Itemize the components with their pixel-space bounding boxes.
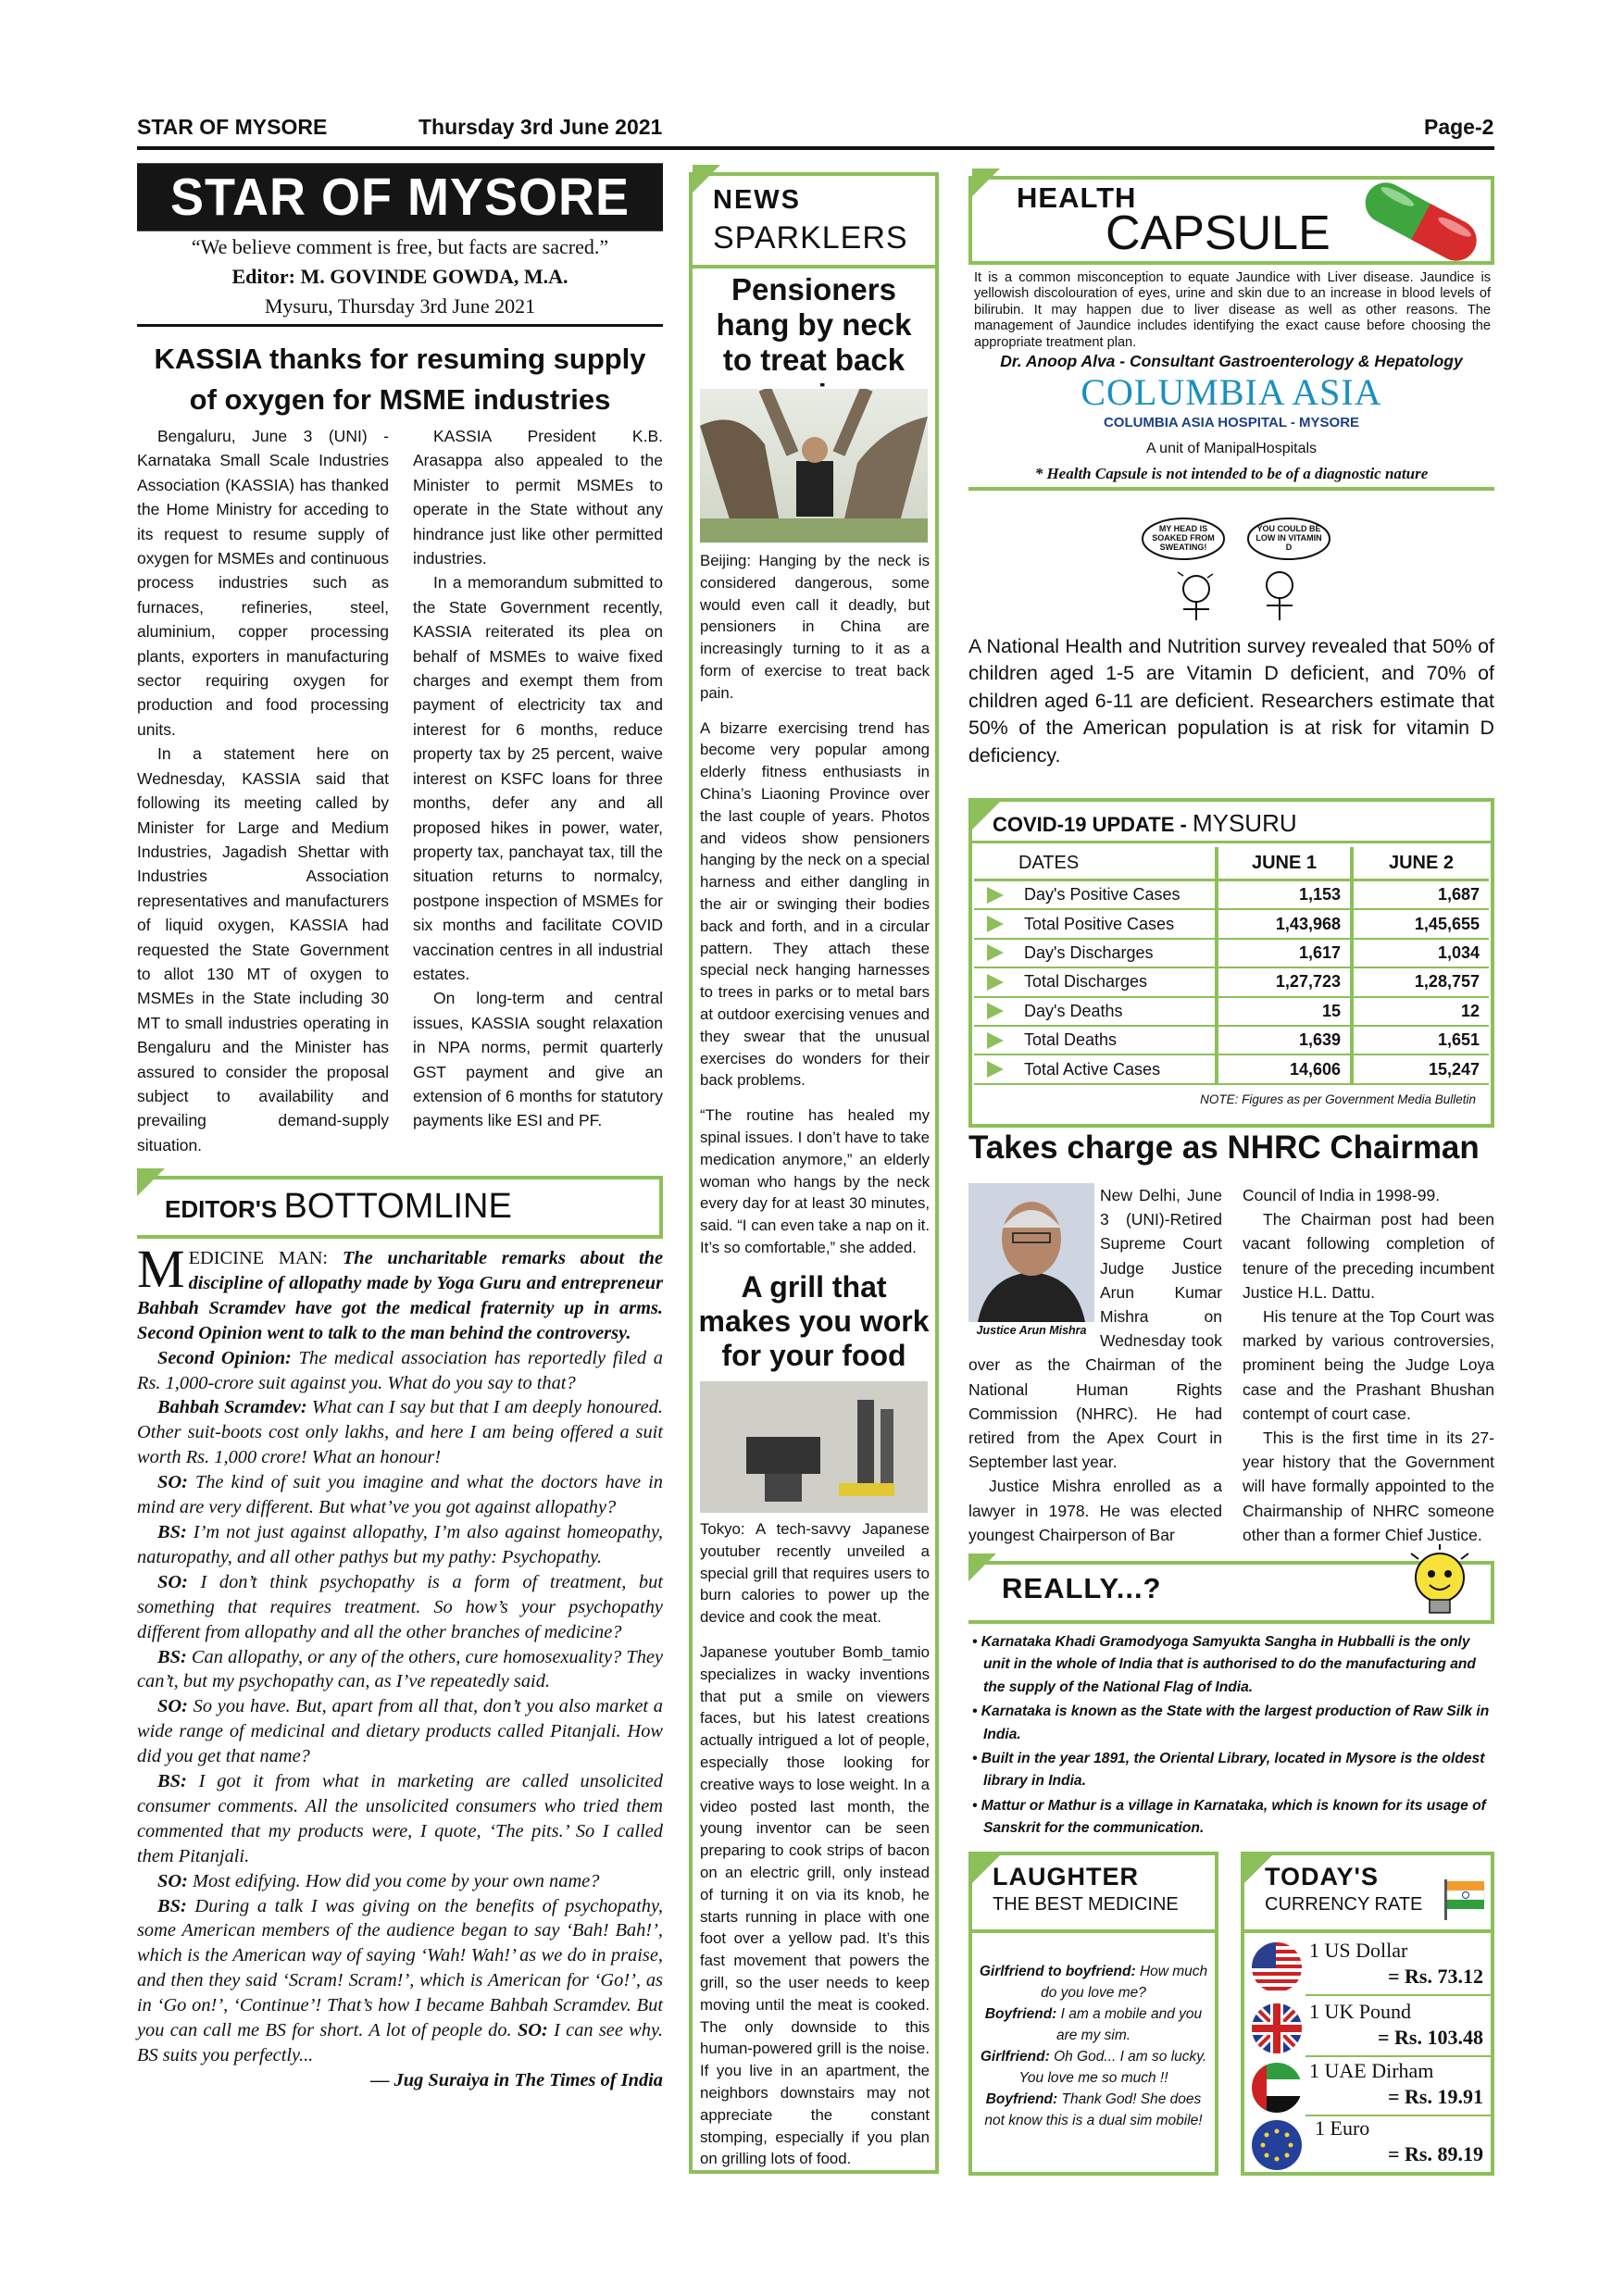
dialogue: I don’t think psychopathy is a form of treatment, but something that requires treatment. So how’s your psychopathy different from allopathy and all the other branches of medicine? — [137, 1571, 663, 1642]
covid-row-label-cell — [974, 914, 1215, 934]
vitamin-cartoon — [1141, 517, 1331, 624]
covid-row-label-cell — [974, 942, 1215, 963]
laughter-label-bold: LAUGHTER — [993, 1863, 1139, 1890]
covid-row-june1: 1,43,968 — [1275, 914, 1341, 933]
covid-row-june2: 1,28,757 — [1414, 972, 1480, 992]
pensioner-photo-illustration — [700, 389, 928, 543]
currency-name: 1 US Dollar — [1309, 1939, 1408, 1962]
covid-note: NOTE: Figures as per Government Media Bulletin — [1200, 1092, 1476, 1106]
covid-header-dates: DATES — [1018, 853, 1080, 873]
header-paper-name: STAR OF MYSORE — [137, 115, 328, 139]
speaker: SO: — [157, 1472, 188, 1493]
health-text: It is a common misconception to equate Jaundice with Liver disease. Jaundice is yellowish discolouration of eyes, urine and skin due to an increase in blood levels of bilirubin. It may happen due to liver disease as well as other reasons. The management of Jaundice includes identifying the exact cause before choosing the appropriate treatment plan. — [974, 270, 1491, 350]
dialogue: Can allopathy, or any of the others, cure homosexuality? They can’t, but my psychopathy can, as I’ve repeatedly said. — [137, 1646, 663, 1692]
really-item-text: Built in the year 1891, the Oriental Library, located in Mysore is the oldest library in India. — [981, 1751, 1485, 1790]
hospital-unit: A unit of ManipalHospitals — [1145, 441, 1318, 456]
laughter-bottom — [968, 2172, 1218, 2176]
news-headline-1: Pensioners hang by neck to treat back — [716, 272, 912, 377]
covid-row-label-cell — [974, 972, 1215, 992]
speaker: Bahbah Scramdev: — [157, 1397, 307, 1418]
really-list — [968, 1631, 1494, 1841]
health-label-bold: HEALTH — [1017, 181, 1137, 214]
covid-row-label-cell — [974, 1059, 1215, 1079]
covid-row — [974, 1027, 1489, 1055]
arrow-right-icon — [974, 972, 1011, 992]
speaker: BS: — [157, 1521, 187, 1542]
covid-row — [974, 910, 1489, 939]
dialogue: During a talk I was giving on the benefits of psychopathy, some American members of the audience began to say ‘Bah! Bah!’, which is the American way of saying ‘Wah! Wah!’ as we do in praise, and then they said ‘Scram! Scram!’, which is American for ‘Go!’, as in ‘Go on!’, ‘Continue’! That’s how I became Bahbah Scramdev. But you can call me BS for short. A lot of people do. — [137, 1895, 663, 2041]
lead-paragraph: Bengaluru, June 3 (UNI) - Karnataka Small Scale Industries Association (KASSIA) has thanked the Home Ministry for acceding to its request to resume supply of oxygen for MSMEs and continuous process industries such as furnaces, refineries, steel, aluminium, copper processing plants, exporters in manufacturing sector requiring oxygen for production and food processing units. — [137, 427, 389, 739]
health-doctor: Dr. Anoop Alva - Consultant Gastroenterology & Hepatology — [1000, 352, 1463, 370]
bottomline-intro: The uncharitable remarks about the discipline of allopathy made by Yoga Guru and entrepreneur Bahbah Scramdev have got the medical fraternity up in arms. Second Opinion went to talk to the man behind the controversy. — [137, 1248, 663, 1343]
news-paragraph: Tokyo: A tech-savvy Japanese youtuber recently unveiled a special grill that requires users to burn calories to power up the device and cook the meat. — [700, 1520, 930, 1627]
really-item: • Karnataka Khadi Gramodyoga Samyukta Sangha in Hubballi is the only unit in the whole of India that is authorised to do the manufacturing and the supply of the National Flag of India. — [972, 1634, 1476, 1695]
covid-row-june1: 1,617 — [1298, 942, 1341, 962]
covid-title-bold: COVID-19 UPDATE - — [993, 813, 1187, 836]
joke-line: I am a mobile and you are my sim. — [1056, 2006, 1203, 2043]
header-rule — [137, 146, 1494, 150]
news-story-2 — [700, 1518, 930, 2183]
header-date: Thursday 3rd June 2021 — [418, 115, 663, 139]
arrow-right-icon — [974, 1001, 1011, 1021]
really-item-text: Karnataka is known as the State with the largest production of Raw Silk in India. — [981, 1703, 1490, 1742]
covid-row-label-cell — [974, 885, 1215, 905]
nhrc-paragraph: This is the first time in its 27-year history that the Government will have formally appointed to the Chairmanship of NHRC someone other than a former Chief Justice. — [1243, 1429, 1494, 1544]
news-paragraph: A bizarre exercising trend has become very popular among elderly fitness enthusiasts in China’s Liaoning Province over the last couple of years. Photos and videos show pensioners hanging by the neck on a special harness and either dangling in the air or swinging their bodies back and forth, and in a circular pattern. They attach these special neck hanging harnesses to trees in parks or to metal bars at outdoor exercising venues and they swear that the unusual exercises do wonders for their back problems. — [700, 718, 930, 1090]
speaker: SO: — [157, 1870, 188, 1891]
speaker: SO: — [157, 1571, 188, 1592]
currency-name: 1 Euro — [1315, 2116, 1370, 2140]
covid-row-june2: 12 — [1460, 1001, 1480, 1020]
news-label-bold: NEWS — [713, 185, 801, 215]
covid-rows — [974, 881, 1489, 1085]
us-flag-icon — [1252, 1942, 1302, 1992]
india-flag-icon — [1441, 1874, 1489, 1922]
covid-title-rule — [972, 841, 1491, 843]
currency-label-light: CURRENCY RATE — [1265, 1894, 1423, 1915]
joke-line: How much do you love me? — [1041, 1964, 1208, 2001]
really-item: • Mattur or Mathur is a village in Karnataka, which is known for its usage of Sanskrit for the communication. — [972, 1797, 1486, 1837]
grill-photo-illustration — [700, 1381, 928, 1513]
nhrc-paragraph: His tenure at the Top Court was marked by various controversies, prominent being the Judge Loya case and the Prashant Bhushan contempt of court case. — [1243, 1307, 1494, 1423]
covid-row-label: Day's Deaths — [1024, 1001, 1123, 1020]
currency-rate: = Rs. 89.19 — [1388, 2142, 1483, 2165]
currency-side-right — [1491, 1933, 1494, 2176]
nhrc-paragraph: The Chairman post had been vacant following completion of tenure of the preceding incumbent Justice H.L. Dattu. — [1243, 1210, 1494, 1302]
covid-row — [974, 998, 1489, 1027]
nhrc-column-1 — [968, 1183, 1222, 1547]
joke-speaker: Boyfriend: — [984, 2006, 1057, 2022]
lead-paragraph: On long-term and central issues, KASSIA sought relaxation in NPA norms, permit quarterly GST payment and give an extension of 6 months for statutory payments like ESI and PF. — [413, 989, 663, 1130]
capsule-icon — [1352, 176, 1500, 268]
bottomline-corner — [137, 1168, 165, 1196]
dialogue: I’m not just against allopathy, I’m also against homeopathy, naturopathy, and all other pathys but my pathy: Psychopathy. — [137, 1521, 663, 1567]
lead-column-1 — [137, 424, 389, 1157]
covid-row-label: Total Deaths — [1024, 1030, 1118, 1050]
covid-row-june1: 1,639 — [1298, 1030, 1341, 1050]
bottomline-label — [165, 1183, 512, 1232]
covid-row-label: Total Discharges — [1024, 972, 1148, 992]
health-disclaimer: * Health Capsule is not intended to be of a diagnostic nature — [1034, 465, 1429, 482]
masthead-motto: “We believe comment is free, but facts are sacred.” — [191, 235, 609, 258]
covid-row — [974, 881, 1489, 910]
news-label-light: SPARKLERS — [713, 220, 908, 256]
covid-row — [974, 968, 1489, 997]
currency-row-gbp — [1248, 1998, 1491, 2057]
news-paragraph: Beijing: Hanging by the neck is considered dangerous, some would even call it deadly, but pensioners in China are increasingly turning to it as a form of exercise to treat back pain. — [700, 552, 930, 702]
really-item-text: Karnataka Khadi Gramodyoga Samyukta Sangha in Hubballi is the only unit in the whole of India that is authorised to do the manufacturing and the supply of the National Flag of India. — [981, 1634, 1476, 1695]
laughter-joke — [978, 1961, 1209, 2131]
arrow-right-icon — [974, 1030, 1011, 1051]
bottomline-label-bold: EDITOR'S — [165, 1195, 278, 1223]
currency-rate: = Rs. 73.12 — [1388, 1965, 1483, 1988]
covid-title — [993, 809, 1297, 838]
lead-paragraph: In a memorandum submitted to the State Government recently, KASSIA reiterated its plea on behalf of MSMEs to waive fixed charges and exempt them from payment of electricity tax and interest for 6 months, reduce property tax by 25 percent, waive interest on KSFC loans for three months, defer any and all proposed hikes in power, water, property tax, panchayat tax, till the situation returns to normalcy, postpone inspection of MSMEs for six months and facilitate COVID vaccination centres in all industrial estates. — [413, 573, 663, 983]
nhrc-photo — [968, 1183, 1094, 1339]
covid-row-june1: 14,606 — [1289, 1059, 1341, 1079]
dialogue: I can see why. BS suits you perfectly... — [137, 2020, 663, 2065]
joke-speaker: Boyfriend: — [985, 2091, 1058, 2107]
masthead-title: STAR OF MYSORE — [137, 163, 663, 231]
currency-label-bold: TODAY'S — [1265, 1863, 1379, 1890]
eu-flag-icon — [1252, 2120, 1302, 2170]
cartoon-bubble-left: MY HEAD IS SOAKED FROM SWEATING! — [1152, 524, 1215, 552]
covid-title-light: MYSURU — [1192, 809, 1297, 837]
really-corner — [968, 1554, 996, 1581]
speaker: BS: — [157, 1771, 187, 1792]
covid-row-june2: 1,651 — [1437, 1030, 1480, 1050]
really-label: REALLY...? — [1002, 1572, 1162, 1604]
lead-column-2 — [413, 424, 663, 1133]
health-corner — [972, 168, 1000, 196]
speaker: BS: — [157, 1646, 187, 1667]
masthead-rule — [137, 324, 663, 327]
lightbulb-icon — [1404, 1544, 1476, 1624]
dialogue: The kind of suit you imagine and what the doctors have in mind are very different. But what’ve you got against allopathy? — [137, 1472, 663, 1518]
bottomline-label-light: BOTTOMLINE — [283, 1187, 512, 1226]
nhrc-headline: Takes charge as NHRC Chairman — [968, 1129, 1480, 1166]
covid-row-label: Day's Positive Cases — [1024, 885, 1181, 905]
really-item: • Karnataka is known as the State with the largest production of Raw Silk in India. — [972, 1703, 1490, 1742]
covid-row-label: Total Active Cases — [1024, 1059, 1161, 1079]
pensioner-photo — [700, 389, 928, 543]
currency-side-left — [1241, 1933, 1244, 2176]
joke-speaker: Girlfriend: — [980, 2049, 1050, 2065]
covid-row — [974, 1055, 1489, 1084]
nhrc-column-2 — [1243, 1183, 1494, 1547]
nhrc-photo-caption: Justice Arun Mishra — [968, 1322, 1094, 1339]
currency-row-usd — [1248, 1937, 1491, 1996]
arrow-right-icon — [974, 1059, 1011, 1079]
bottomline-credit: — Jug Suraiya in The Times of India — [370, 2069, 663, 2090]
lead-paragraph: KASSIA President K.B. Arasappa also appealed to the Minister to permit MSMEs to operate in the State without any hindrance just like other permitted industries. — [413, 427, 663, 568]
really-item-text: Mattur or Mathur is a village in Karnataka, which is known for its usage of Sanskrit for the communication. — [981, 1797, 1486, 1837]
arrow-right-icon — [974, 942, 1011, 963]
news-paragraph: “The routine has healed my spinal issues. I don’t have to take medication anymore,” an elderly woman who hangs by the neck every day for at least 30 minutes, said. “I can even take a nap on it. It’s so comfortable,” she added. — [700, 1106, 930, 1256]
health-label-light: CAPSULE — [1106, 206, 1330, 260]
drop-cap: M — [137, 1239, 185, 1299]
covid-header-june2: JUNE 2 — [1388, 853, 1455, 873]
covid-row-label-cell — [974, 1030, 1215, 1051]
health-rule — [968, 487, 1494, 491]
speaker: SO: — [157, 1696, 188, 1717]
news-label-rule — [693, 265, 935, 268]
cartoon-bubble-right: YOU COULD BE LOW IN VITAMIN D — [1255, 524, 1322, 552]
laughter-side-left — [968, 1933, 972, 2176]
currency-name: 1 UAE Dirham — [1309, 2059, 1434, 2082]
currency-row-eur — [1248, 2115, 1491, 2174]
dialogue: So you have. But, apart from all that, don’t you also market a wide range of medicinal and dietary products called Pitanjali. How did you get that name? — [137, 1696, 663, 1767]
currency-rate: = Rs. 19.91 — [1388, 2085, 1483, 2108]
joke-line: Oh God... I am so lucky. You love me so much !! — [1018, 2049, 1207, 2086]
vitamin-d-text: A National Health and Nutrition survey revealed that 50% of children aged 1-5 are Vitamin D deficient, and 70% of children aged 6-11 are deficient. Researchers estimate that 50% of the American population is at risk for vitamin D deficiency. — [968, 635, 1494, 767]
nhrc-photo-illustration — [968, 1183, 1094, 1322]
masthead-editor: Editor: M. GOVINDE GOWDA, M.A. — [231, 265, 568, 288]
laughter-side-right — [1215, 1933, 1218, 2176]
currency-rate: = Rs. 103.48 — [1378, 2026, 1483, 2049]
covid-row-june1: 1,27,723 — [1275, 972, 1341, 992]
covid-row-label-cell — [974, 1001, 1215, 1021]
masthead-dateline: Mysuru, Thursday 3rd June 2021 — [264, 294, 536, 318]
covid-row-label: Total Positive Cases — [1024, 914, 1175, 933]
header-page-number: Page-2 — [1424, 115, 1494, 139]
speaker: BS: — [157, 1895, 187, 1916]
nhrc-paragraph: New Delhi, June 3 (UNI)-Retired Supreme Court Judge Justice Arun Kumar Mishra on Wednesday took over as the Chairman of the National Human Rights Commission (NHRC). He had retired from the Apex Court in September last year. — [968, 1186, 1222, 1472]
uk-flag-icon — [1252, 2003, 1302, 2053]
hospital-subtitle: COLUMBIA ASIA HOSPITAL - MYSORE — [1103, 415, 1360, 430]
currency-name: 1 UK Pound — [1309, 2000, 1412, 2023]
arrow-right-icon — [974, 914, 1011, 934]
grill-photo — [700, 1381, 928, 1513]
joke-line: Thank God! She does not know this is a dual sim mobile! — [984, 2091, 1203, 2128]
covid-row-june2: 1,034 — [1437, 942, 1480, 962]
covid-row-june2: 1,45,655 — [1414, 914, 1480, 933]
news-headline-2: A grill that makes you work for your food — [698, 1270, 930, 1372]
dialogue: Most edifying. How did you come by your own name? — [192, 1870, 600, 1891]
dialogue: What can I say but that I am deeply honoured. Other suit-boots cost only lakhs, and here I am being offered a suit worth Rs. 1,000 crore! What an honour! — [137, 1397, 663, 1468]
laughter-label-light: THE BEST MEDICINE — [993, 1894, 1179, 1915]
speaker: SO: — [517, 2020, 548, 2041]
lead-headline: KASSIA thanks for resuming supply of oxygen for MSME industries — [154, 343, 646, 416]
covid-table — [974, 848, 1489, 1085]
covid-row-june2: 15,247 — [1428, 1059, 1480, 1079]
lead-paragraph: In a statement here on Wednesday, KASSIA said that following its meeting called by Minister for Large and Medium Industries, Jagadish Shettar with Industries Association representatives and manufacturers of liquid oxygen, KASSIA had requested the State Government to allot 130 MT of oxygen to MSMEs in the State including 30 MT to small industries operating in Bengaluru and the Minister has assured to consider the proposal subject to availability and prevailing demand-supply situation. — [137, 744, 389, 1154]
news-paragraph: Japanese youtuber Bomb_tamio specializes in wacky inventions that put a smile on viewers faces, but his latest creations actually intrigued a lot of people, especially those looking for creative ways to lose weight. In a video posted last month, the young inventor can be seen preparing to cook strips of bacon on an electric grill, only instead of turning it on via its knob, he starts running in place with one foot over a yellow pad. It’s this fast movement that powers the grill, so the user needs to keep moving until the meat is cooked. The only downside to this human-powered grill is the noise. If you live in an apartment, the neighbors downstairs may not appreciate the constant stomping, especially if you plan on grilling lots of food. — [700, 1642, 930, 2168]
uae-flag-icon — [1252, 2063, 1302, 2113]
arrow-right-icon — [974, 885, 1011, 905]
covid-row — [974, 940, 1489, 968]
joke-speaker: Girlfriend to boyfriend: — [979, 1964, 1136, 1979]
covid-header-row — [974, 848, 1489, 881]
currency-row-aed — [1248, 2057, 1491, 2116]
really-item: • Built in the year 1891, the Oriental Library, located in Mysore is the oldest library in India. — [972, 1751, 1485, 1790]
nhrc-paragraph: Justice Mishra enrolled as a lawyer in 1978. He was elected youngest Chairperson of Bar — [968, 1477, 1222, 1544]
covid-row-june2: 1,687 — [1437, 885, 1480, 905]
dialogue: I got it from what in marketing are called unsolicited consumer comments. All the unsolicited consumers who tried them commented that my products were, I quote, ‘The pits.’ So I called them Pitanjali. — [137, 1771, 663, 1866]
speaker: Second Opinion: — [157, 1347, 292, 1368]
covid-header-june1: JUNE 1 — [1251, 853, 1318, 873]
bottomline-body — [137, 1239, 664, 2093]
nhrc-paragraph: Council of India in 1998-99. — [1243, 1186, 1441, 1204]
covid-row-label: Day's Discharges — [1024, 942, 1154, 962]
covid-row-june1: 15 — [1321, 1001, 1341, 1020]
dialogue: The medical association has reportedly filed a Rs. 1,000-crore suit against you. What do you say to that? — [137, 1347, 664, 1393]
covid-row-june1: 1,153 — [1298, 885, 1341, 905]
hospital-logo: COLUMBIA ASIA — [1081, 371, 1382, 413]
intro-caps: EDICINE MAN: — [188, 1248, 329, 1268]
news-story-1 — [700, 550, 930, 1272]
